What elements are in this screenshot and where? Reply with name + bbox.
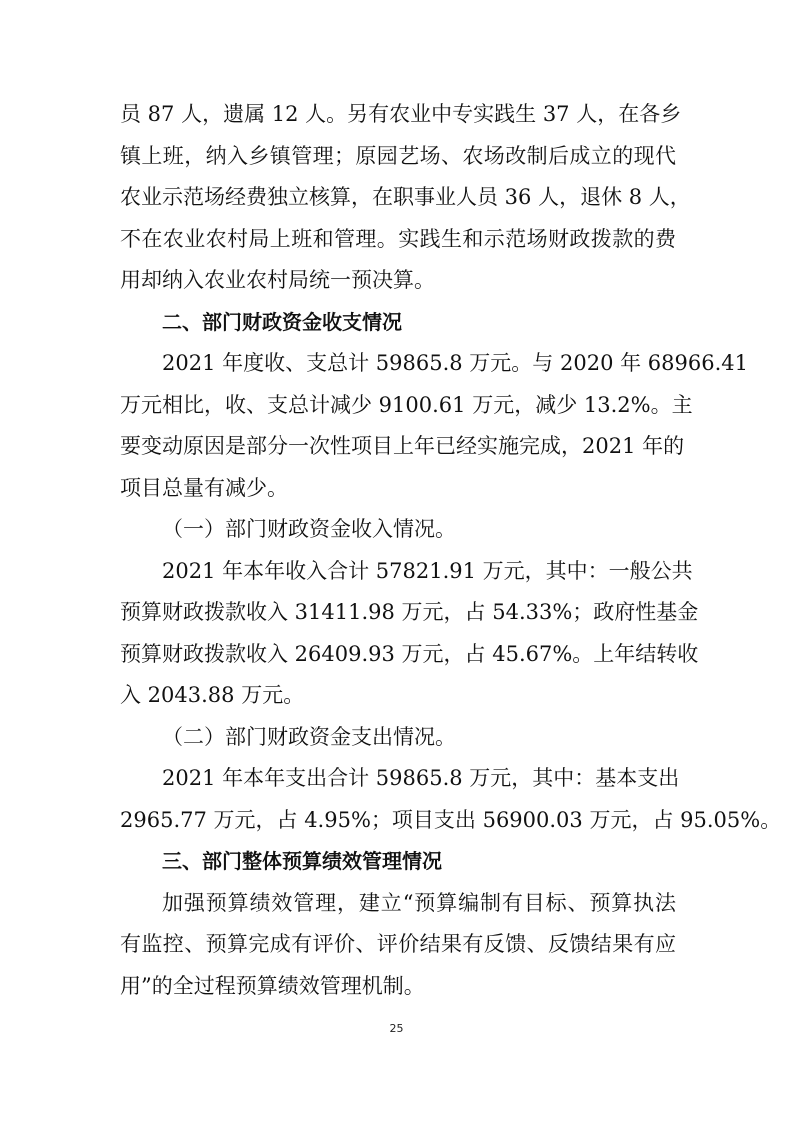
paragraph-line: 农业示范场经费独立核算，在职事业人员 36 人，退休 8 人， (120, 185, 691, 209)
paragraph-line: 镇上班，纳入乡镇管理；原园艺场、农场改制后成立的现代 (120, 143, 676, 168)
paragraph-line: 有监控、预算完成有评价、评价结果有反馈、反馈结果有应 (120, 932, 676, 956)
paragraph-line: 不在农业农村局上班和管理。实践生和示范场财政拨款的费 (120, 226, 676, 251)
paragraph-line: 加强预算绩效管理，建立“预算编制有目标、预算执法 (162, 890, 676, 915)
subsection-heading: （二）部门财政资金支出情况。 (162, 724, 456, 749)
body-text (120, 94, 782, 1007)
paragraph-line: 2965.77 万元，占 4.95%；项目支出 56900.03 万元，占 95.05%。 (120, 807, 782, 832)
section-heading: 二、部门财政资金收支情况 (162, 309, 402, 334)
paragraph-line: 2021 年本年收入合计 57821.91 万元，其中：一般公共 (162, 558, 693, 583)
paragraph-line: 2021 年度收、支总计 59865.8 万元。与 2020 年 68966.41 (162, 351, 748, 375)
paragraph-line: 员 87 人，遗属 12 人。另有农业中专实践生 37 人，在各乡 (120, 102, 682, 126)
paragraph-line: 用”的全过程预算绩效管理机制。 (120, 973, 425, 998)
paragraph-line: 用却纳入农业农村局统一预决算。 (120, 268, 435, 292)
subsection-heading: （一）部门财政资金收入情况。 (162, 517, 456, 541)
section-heading: 三、部门整体预算绩效管理情况 (162, 849, 442, 873)
paragraph-line: 预算财政拨款收入 26409.93 万元，占 45.67%。上年结转收 (120, 641, 699, 666)
page-number: 25 (389, 1022, 404, 1035)
paragraph-line: 要变动原因是部分一次性项目上年已经实施完成，2021 年的 (120, 434, 685, 458)
paragraph-line: 万元相比，收、支总计减少 9100.61 万元，减少 13.2%。主 (120, 392, 693, 417)
paragraph-line: 2021 年本年支出合计 59865.8 万元，其中：基本支出 (162, 766, 680, 790)
paragraph-line: 项目总量有减少。 (120, 475, 288, 500)
paragraph-line: 预算财政拨款收入 31411.98 万元，占 54.33%；政府性基金 (120, 600, 699, 624)
paragraph-line: 入 2043.88 万元。 (120, 683, 305, 707)
